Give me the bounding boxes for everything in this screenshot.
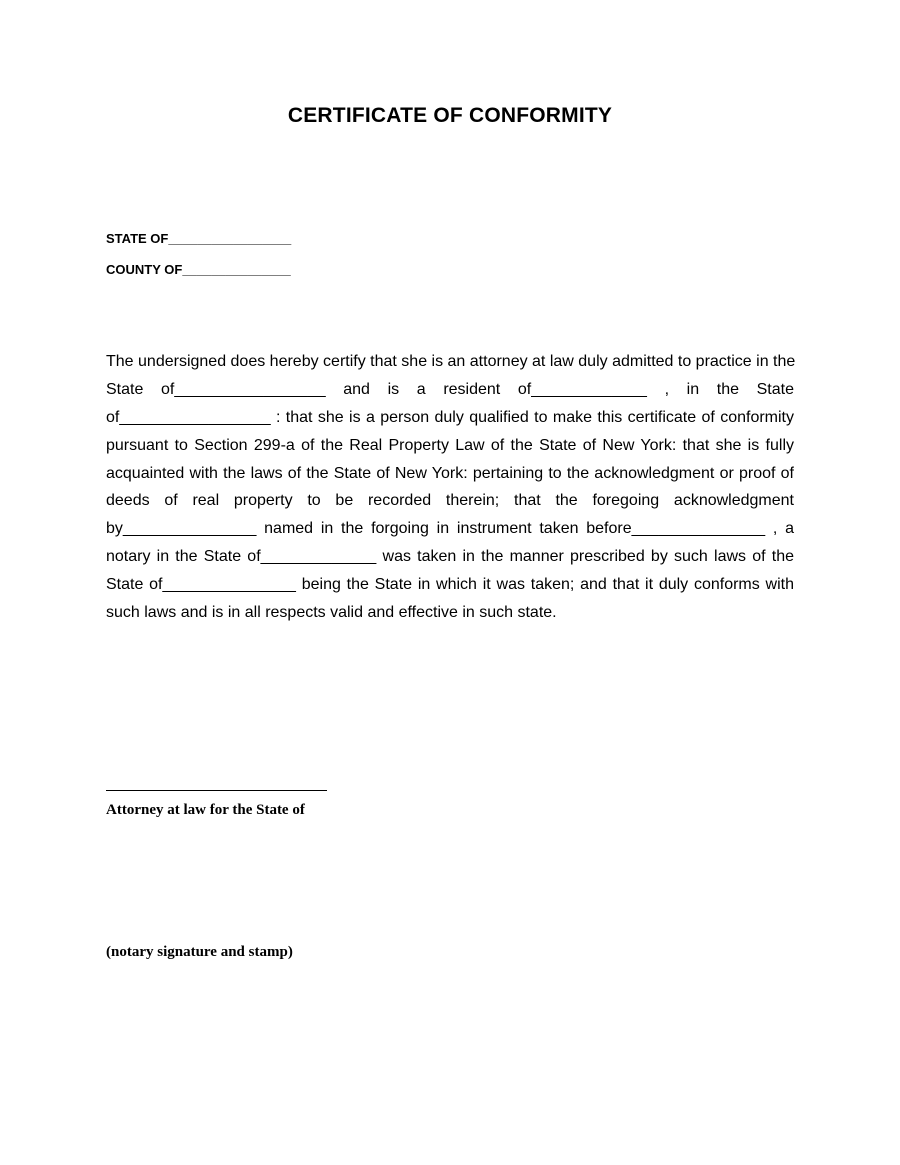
body-line: such laws and is in all respects valid and effective in such state. xyxy=(106,604,557,622)
page-title: CERTIFICATE OF CONFORMITY xyxy=(287,104,613,127)
state-field: STATE OF_________________ xyxy=(106,231,292,246)
body-line: acquainted with the laws of the State of New York: pertaining to the acknowledgment or proof of xyxy=(106,464,794,482)
attorney-label: Attorney at law for the State of xyxy=(106,802,305,818)
body-line: of_________________ : that she is a person duly qualified to make this certificate of conformity xyxy=(106,408,794,426)
body-line: deeds of real property to be recorded therein; that the foregoing acknowledgment xyxy=(106,492,794,510)
body-line: State of_________________ and is a resident of_____________ , in the State xyxy=(106,380,794,398)
county-field: COUNTY OF_______________ xyxy=(106,262,291,277)
attorney-signature-line xyxy=(106,790,327,791)
body-line: State of_______________ being the State in which it was taken; and that it duly conforms with xyxy=(106,576,794,594)
body-line: pursuant to Section 299-a of the Real Property Law of the State of New York: that she is fully xyxy=(106,436,794,454)
body-line: notary in the State of_____________ was taken in the manner prescribed by such laws of the xyxy=(106,548,794,566)
body-line: The undersigned does hereby certify that she is an attorney at law duly admitted to practice in the xyxy=(106,353,796,370)
body-line: by_______________ named in the forgoing in instrument taken before_______________ , a xyxy=(106,520,794,538)
notary-label: (notary signature and stamp) xyxy=(106,944,293,960)
certificate-body xyxy=(106,348,794,627)
